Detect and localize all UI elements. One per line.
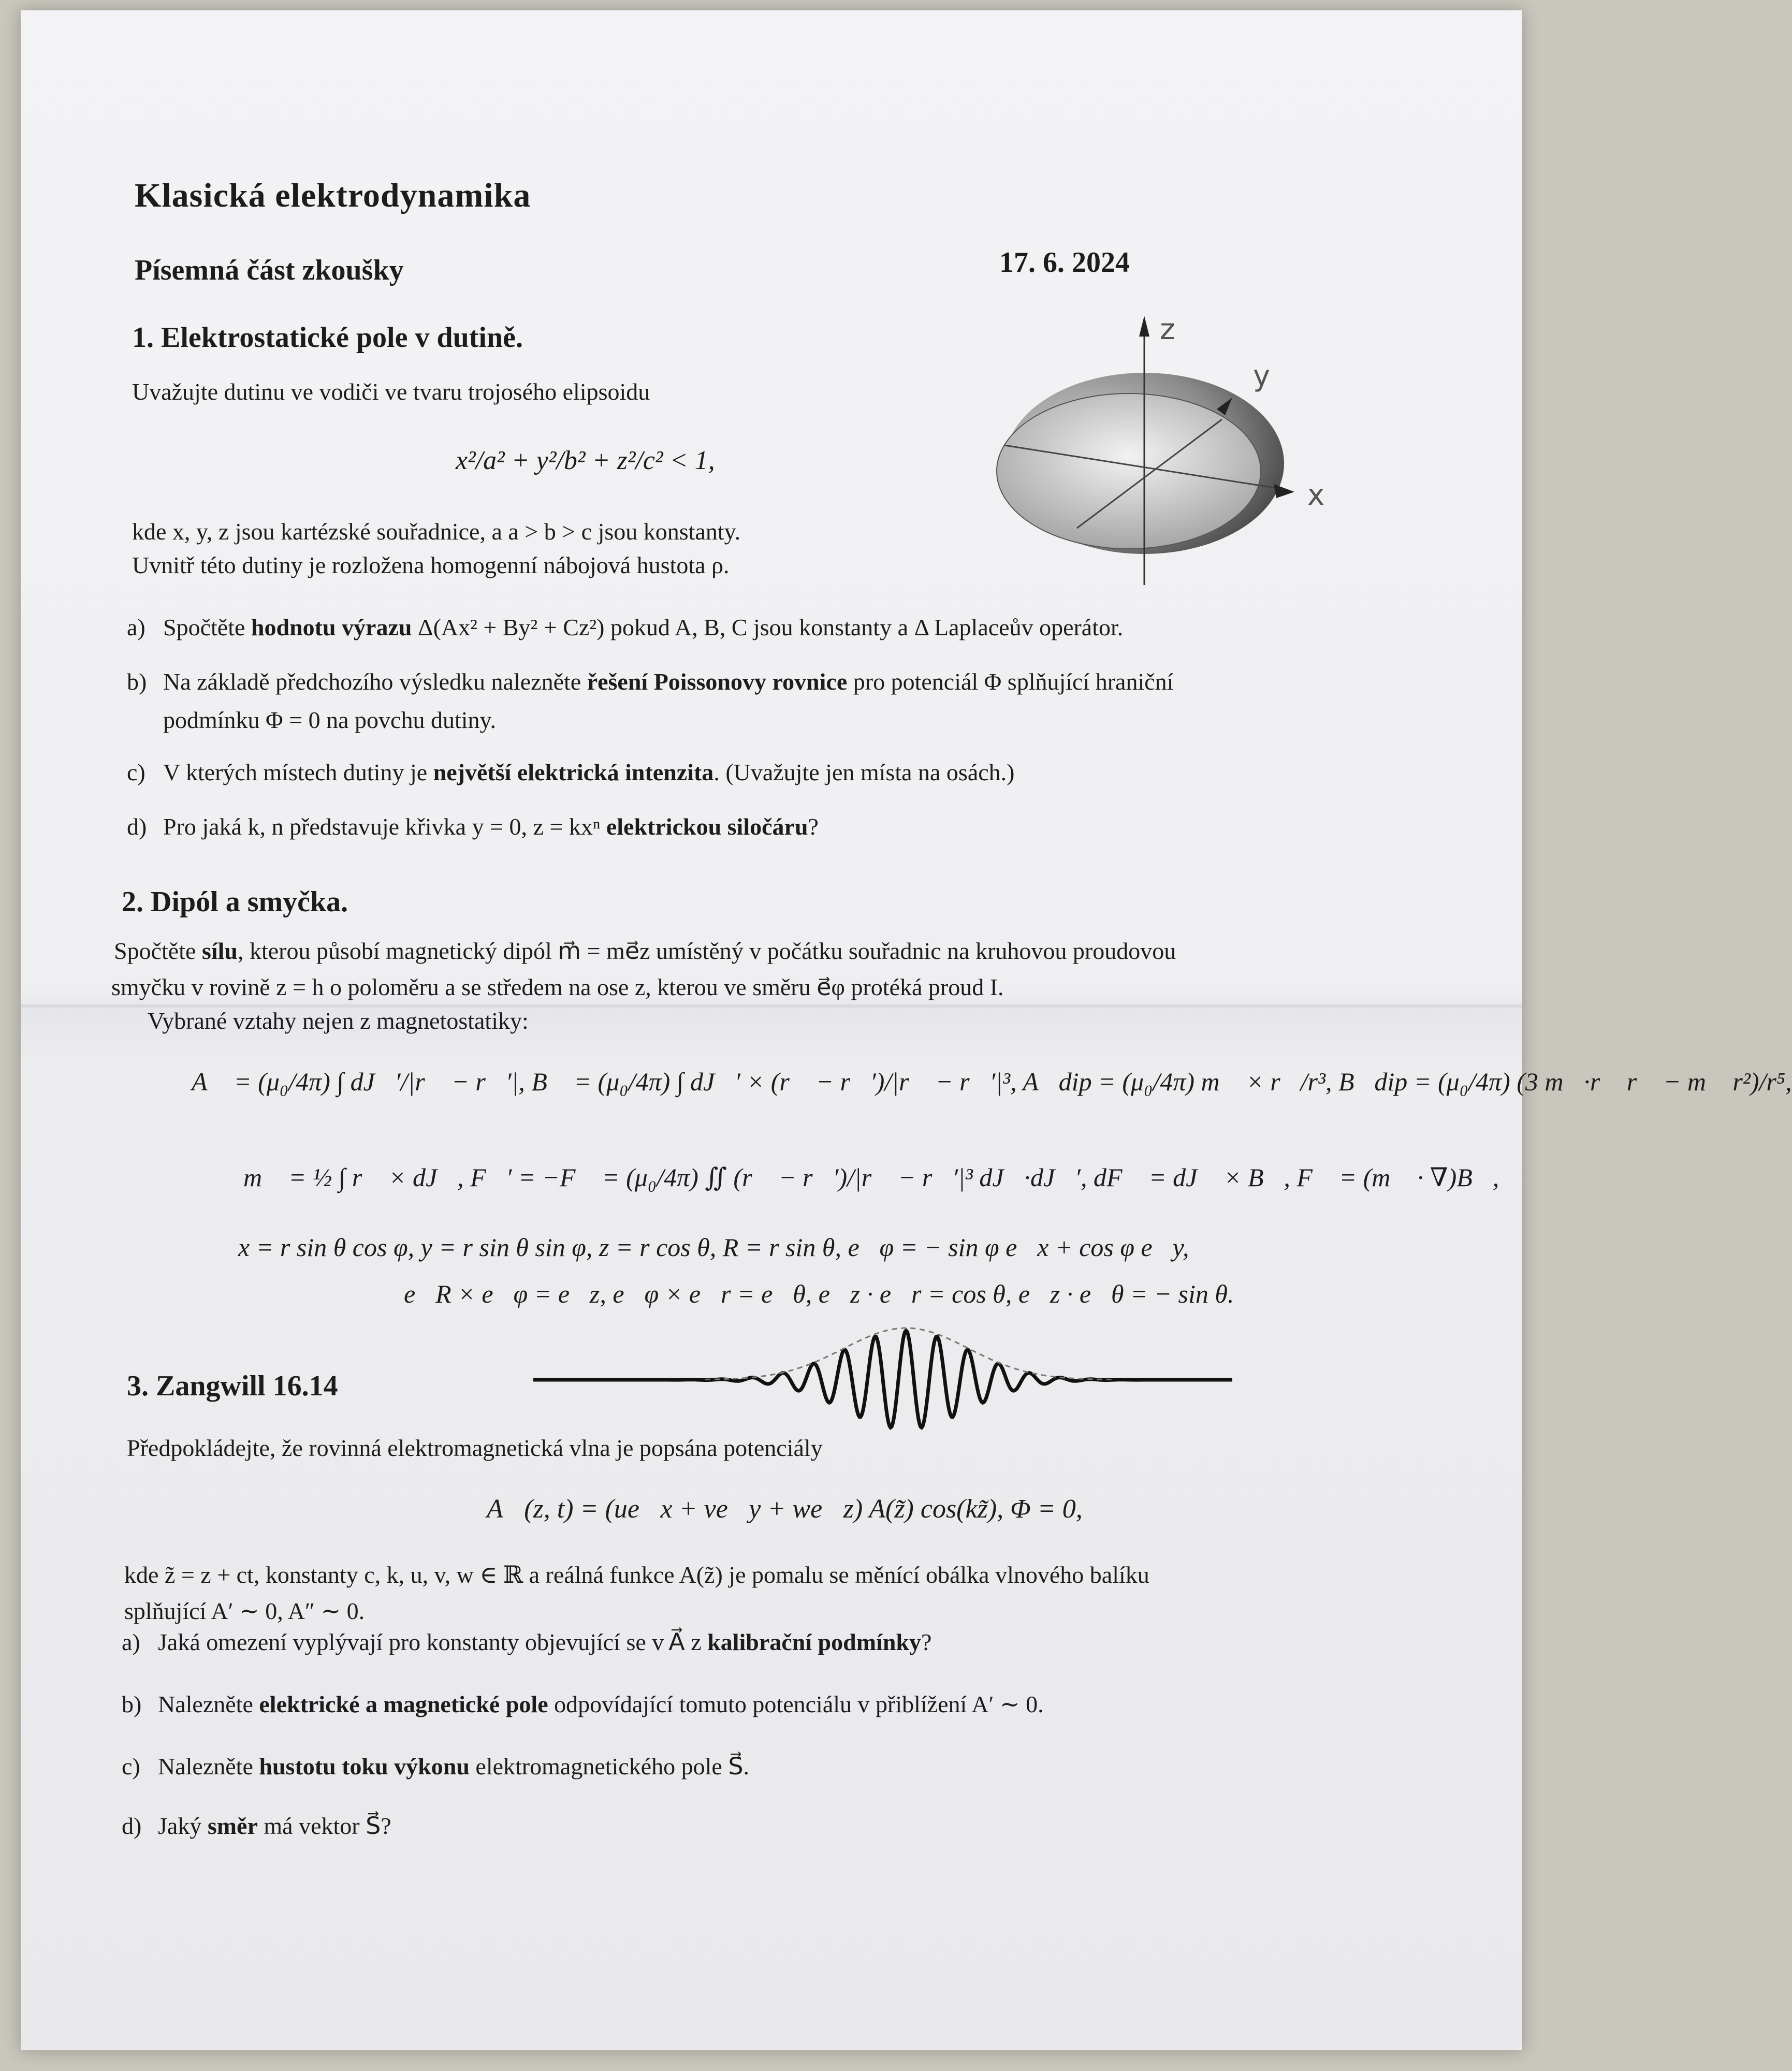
exam-date: 17. 6. 2024 <box>999 246 1130 279</box>
problem3-item-c: c) Nalezněte hustotu toku výkonu elektromagnetického pole S⃗. <box>122 1753 750 1780</box>
ellipsoid-section <box>997 393 1261 549</box>
z-axis-arrow <box>1139 316 1149 337</box>
problem1-item-d: d) Pro jaká k, n představuje křivka y = 0, z = kxⁿ elektrickou siločáru? <box>127 813 819 840</box>
problem2-line2: smyčku v rovině z = h o poloměru a se středem na ose z, kterou ve směru e⃗φ protéká proud I. <box>111 974 1004 1000</box>
relations-row1: A⃗ = (μ₀/4π) ∫ dJ⃗′/|r⃗ − r⃗′|, B⃗ = (μ₀/4π) ∫ dJ⃗′ × (r⃗ − r⃗′)/|r⃗ − r⃗′|³, A⃗dip = (μ₀/4π) m⃗ × r⃗/r³, B⃗dip = (μ₀/4π) (3 m⃗·r⃗ r⃗ − m⃗ r²)/r⁵, <box>192 1067 1792 1096</box>
potential-equation: A⃗(z, t) = (ue⃗x + ve⃗y + we⃗z) A(z̃) cos(kz̃), Φ = 0, <box>487 1494 1083 1524</box>
problem1-item-c: c) V kterých místech dutiny je největší elektrická intenzita. (Uvažujte jen místa na osách.) <box>127 759 1015 785</box>
problem1-item-b: b) Na základě předchozího výsledku nalezněte řešení Poissonovy rovnice pro potenciál Φ splňující hraniční podmínku Φ = 0 na povchu dutiny. <box>127 668 1174 733</box>
relations-title: Vybrané vztahy nejen z magnetostatiky: <box>148 1008 529 1034</box>
problem1-item-a: a) Spočtěte hodnotu výrazu Δ(Ax² + By² + Cz²) pokud A, B, C jsou konstanty a Δ Laplaceův operátor. <box>127 614 1124 640</box>
problem1-heading: 1. Elektrostatické pole v dutině. <box>132 322 523 354</box>
page-title: Klasická elektrodynamika <box>135 177 531 214</box>
problem3-text3: splňující A′ ∼ 0, A″ ∼ 0. <box>124 1598 365 1624</box>
wave-packet-curve <box>533 1331 1232 1427</box>
z-axis-label: z <box>1160 313 1175 346</box>
x-axis-arrow <box>1274 484 1294 498</box>
problem3-item-d: d) Jaký směr má vektor S⃗? <box>122 1813 391 1839</box>
problem3-item-b: b) Nalezněte elektrické a magnetické pole odpovídající tomuto potenciálu v přiblížení A′ ∼ 0. <box>122 1691 1044 1717</box>
y-axis-label: y <box>1253 359 1271 393</box>
relations-row4: e⃗R × e⃗φ = e⃗z, e⃗φ × e⃗r = e⃗θ, e⃗z · e⃗r = cos θ, e⃗z · e⃗θ = − sin θ. <box>404 1279 1234 1308</box>
problem3-intro: Předpokládejte, že rovinná elektromagnetická vlna je popsána potenciály <box>127 1435 823 1461</box>
problem2-heading: 2. Dipól a smyčka. <box>122 886 348 918</box>
page-subtitle: Písemná část zkoušky <box>135 254 404 286</box>
problem2-line1: Spočtěte sílu, kterou působí magnetický dipól m⃗ = me⃗z umístěný v počátku souřadnic na kruhovou proudovou <box>114 938 1176 964</box>
x-axis-label: x <box>1307 478 1325 512</box>
problem3-item-a: a) Jaká omezení vyplývají pro konstanty objevující se v A⃗ z kalibrační podmínky? <box>122 1629 932 1655</box>
problem1-text2: kde x, y, z jsou kartézské souřadnice, a a > b > c jsou konstanty. <box>132 518 741 545</box>
ellipsoid-figure <box>973 305 1336 595</box>
problem3-heading: 3. Zangwill 16.14 <box>127 1370 338 1402</box>
exam-sheet <box>21 10 1792 2050</box>
relations-row3: x = r sin θ cos φ, y = r sin θ sin φ, z = r cos θ, R = r sin θ, e⃗φ = − sin φ e⃗x + cos φ e⃗y, <box>238 1233 1189 1262</box>
problem1-text3: Uvnitř této dutiny je rozložena homogenní nábojová hustota ρ. <box>132 552 730 578</box>
relations-row2: m⃗ = ½ ∫ r⃗ × dJ⃗, F⃗′ = −F⃗ = (μ₀/4π) ∬ (r⃗ − r⃗′)/|r⃗ − r⃗′|³ dJ⃗·dJ⃗′, dF⃗ = dJ⃗ × B⃗, F⃗ = (m⃗ · ∇)B⃗, <box>243 1163 1499 1192</box>
problem1-intro: Uvažujte dutinu ve vodiči ve tvaru trojosého elipsoidu <box>132 378 650 405</box>
wave-packet-figure <box>533 1320 1258 1439</box>
ellipsoid-equation: x²/a² + y²/b² + z²/c² < 1, <box>456 446 715 475</box>
problem3-text2: kde z̃ = z + ct, konstanty c, k, u, v, w ∈ ℝ a reálná funkce A(z̃) je pomalu se měnící obálka vlnového balíku <box>124 1562 1149 1588</box>
